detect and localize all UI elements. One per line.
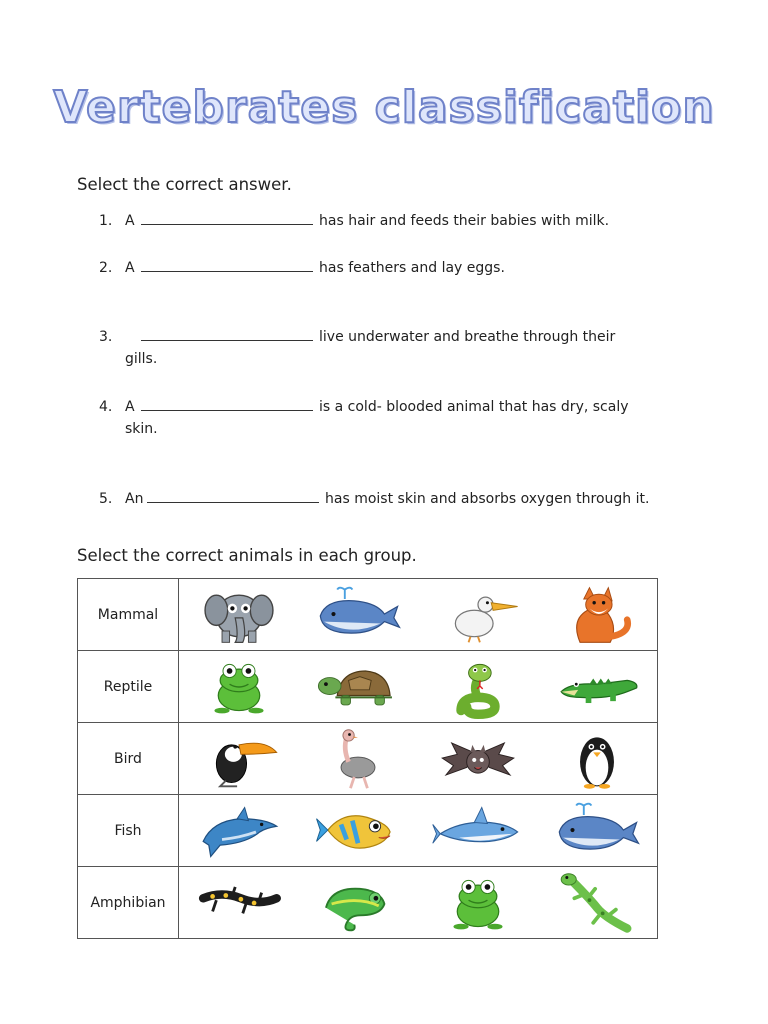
shark-icon	[430, 798, 526, 864]
whale-icon	[549, 798, 645, 864]
question-prefix: A	[125, 260, 135, 276]
group-row-reptile	[78, 651, 658, 723]
animal-option-gecko[interactable]	[542, 869, 652, 937]
animal-option-fish[interactable]	[303, 797, 413, 865]
question-text: has moist skin and absorbs oxygen through it.	[325, 491, 650, 507]
animal-option-frog[interactable]	[184, 653, 294, 721]
group-label: Mammal	[78, 579, 179, 651]
animal-option-bat[interactable]	[423, 725, 533, 793]
pelican-icon	[430, 582, 526, 648]
turtle-icon	[310, 654, 406, 720]
animal-option-pelican[interactable]	[423, 581, 533, 649]
animal-option-chameleon[interactable]	[303, 869, 413, 937]
question-3	[99, 326, 689, 370]
instruction-groups: Select the correct animals in each group.	[77, 546, 417, 565]
answer-blank[interactable]	[141, 326, 313, 341]
animal-option-penguin[interactable]	[542, 725, 652, 793]
animal-options	[179, 795, 658, 867]
answer-blank[interactable]	[141, 210, 313, 225]
group-label: Bird	[78, 723, 179, 795]
question-prefix: An	[125, 491, 144, 507]
crocodile-icon	[549, 654, 645, 720]
answer-blank[interactable]	[141, 257, 313, 272]
fox-icon	[549, 582, 645, 648]
gecko-icon	[549, 870, 645, 936]
instruction-answers: Select the correct answer.	[77, 175, 292, 194]
animal-options	[179, 867, 658, 939]
question-2	[99, 257, 689, 279]
question-text: has feathers and lay eggs.	[319, 260, 505, 276]
answer-blank[interactable]	[147, 488, 319, 503]
question-5	[99, 488, 689, 510]
question-continuation: gills.	[125, 351, 158, 367]
snake-icon	[430, 654, 526, 720]
animal-option-fox[interactable]	[542, 581, 652, 649]
group-label: Fish	[78, 795, 179, 867]
animal-option-snake[interactable]	[423, 653, 533, 721]
toucan-icon	[191, 726, 287, 792]
elephant-icon	[191, 582, 287, 648]
worksheet-title: Vertebrates classification	[53, 82, 715, 133]
classification-table	[77, 578, 658, 939]
question-prefix: A	[125, 399, 135, 415]
animal-options	[179, 579, 658, 651]
frog-icon	[191, 654, 287, 720]
penguin-icon	[549, 726, 645, 792]
animal-option-salamander[interactable]	[184, 869, 294, 937]
animal-option-frog[interactable]	[423, 869, 533, 937]
animal-option-dolphin[interactable]	[184, 797, 294, 865]
group-row-amphibian	[78, 867, 658, 939]
animal-option-crocodile[interactable]	[542, 653, 652, 721]
answer-blank[interactable]	[141, 396, 313, 411]
question-text: live underwater and breathe through their	[319, 329, 616, 345]
question-prefix: A	[125, 213, 135, 229]
salamander-icon	[191, 870, 287, 936]
animal-option-toucan[interactable]	[184, 725, 294, 793]
chameleon-icon	[310, 870, 406, 936]
question-number: 2.	[99, 260, 113, 276]
animal-options	[179, 651, 658, 723]
group-row-mammal	[78, 579, 658, 651]
group-label: Amphibian	[78, 867, 179, 939]
group-row-fish	[78, 795, 658, 867]
question-text: is a cold- blooded animal that has dry, scaly	[319, 399, 629, 415]
question-continuation: skin.	[125, 421, 158, 437]
animal-option-ostrich[interactable]	[303, 725, 413, 793]
animal-option-whale[interactable]	[303, 581, 413, 649]
question-number: 5.	[99, 491, 113, 507]
question-1	[99, 210, 689, 232]
question-number: 4.	[99, 399, 113, 415]
whale-icon	[310, 582, 406, 648]
ostrich-icon	[310, 726, 406, 792]
question-4	[99, 396, 689, 440]
group-label: Reptile	[78, 651, 179, 723]
question-text: has hair and feeds their babies with milk.	[319, 213, 610, 229]
frog-icon	[430, 870, 526, 936]
animal-option-whale[interactable]	[542, 797, 652, 865]
animal-option-shark[interactable]	[423, 797, 533, 865]
question-number: 1.	[99, 213, 113, 229]
group-row-bird	[78, 723, 658, 795]
fish-icon	[310, 798, 406, 864]
animal-options	[179, 723, 658, 795]
dolphin-icon	[191, 798, 287, 864]
bat-icon	[430, 726, 526, 792]
question-number: 3.	[99, 329, 113, 345]
animal-option-elephant[interactable]	[184, 581, 294, 649]
animal-option-turtle[interactable]	[303, 653, 413, 721]
